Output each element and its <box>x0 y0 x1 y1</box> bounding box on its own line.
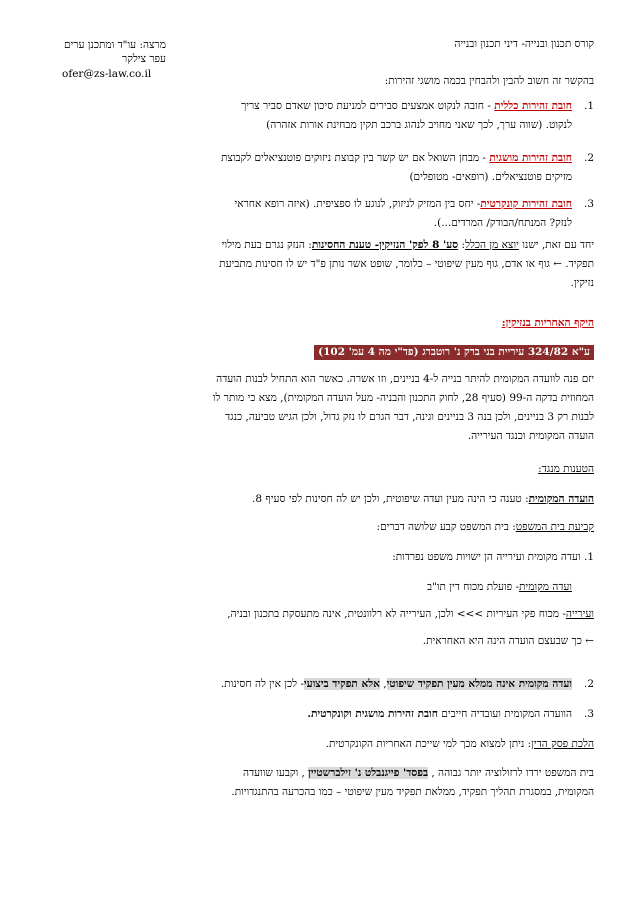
para-text: יחד עם זאת, ישנו <box>518 239 594 251</box>
municipality-label: ועירייה <box>565 608 594 620</box>
exception-paragraph <box>42 236 594 293</box>
item-text: - יחס בין המזיק לניזוק, לנוגע לו ספציפית. (איזה רופא אחראי <box>234 198 481 210</box>
item-title: חובת זהירות כללית <box>494 100 572 112</box>
local-committee-label: הועדה המקומית <box>528 493 594 505</box>
item-title: חובת זהירות קונקרטית <box>480 198 572 210</box>
sub-text: - פועלת מכוח דין תו"ב <box>426 581 520 593</box>
intro-text: בהקשר זה חשוב להבין ולהבחין בכמה מושגי זהירות: <box>384 75 594 87</box>
item-text-cont: לנקוט. (שווה ערך, לכך שאני מחויב לנהוג ברכב תקין מבחינת אורות אזהרה) <box>266 119 572 131</box>
item-number: 2. <box>583 152 594 164</box>
para-text: : <box>458 239 466 251</box>
local-committee-claim <box>42 490 594 509</box>
para-text: נזיקין. <box>570 277 594 289</box>
ruling-label: קביעת בית המשפט <box>515 521 594 533</box>
ruling-2 <box>42 675 594 694</box>
item-number: 1. <box>583 100 594 112</box>
item-text-cont: לנזק? המנתח/הבודק/ המרדים...). <box>433 217 572 229</box>
case-rule <box>42 735 594 754</box>
ruling-bold: חובת זהירות מושגית וקונקרטית. <box>307 708 438 720</box>
ruling-1c: ← כך שבעצם הועדה הינה היא האחראית. <box>422 635 594 647</box>
ruling-highlight: ועדה מקומית אינה ממלא מעין תפקיד שיפוטי <box>386 678 572 690</box>
court-ruling <box>42 518 594 537</box>
local-committee-sub: ועדה מקומית <box>519 581 572 593</box>
para-text: : הנזק נגרם בעת מילוי <box>221 239 312 251</box>
item-number: 3. <box>583 708 594 720</box>
ruling-text: הוועדה המקומית ועובדיה חייבים <box>437 708 572 720</box>
item-text: - חובה לנקוט אמצעים סבירים למניעת סיכון שאדם סביר צריך <box>241 100 495 112</box>
para-text: , וקבעו שוועדה <box>243 767 309 779</box>
section-heading <box>42 314 594 333</box>
case-rule-text: : ניתן למצוא מכך למי שייכת האחריות הקונקרטית. <box>325 738 532 750</box>
case-rule-label: הלכת פסק הדין <box>531 738 594 750</box>
sub-text: - מכוח פקי העיריות >>> ולכן, העירייה לא רלוונטית, אינה מתעסקת בתכנון ובניה, <box>227 608 566 620</box>
para-line: הועדה המקומית וכנגד העירייה. <box>467 430 594 442</box>
claim-text: : טענה כי הינה מעין ועדה שיפוטית, ולכן יש לה חסינות לפי סעיף 8. <box>252 493 529 505</box>
ruling-highlight: אלא תפקיד ביצועי <box>303 678 380 690</box>
lecturer-email: ofer@zs-law.co.il <box>62 68 152 80</box>
case-citation-bar: ע"א 324/82 עיריית בני ברק נ' רוטברג (פד"י מה 4 עמ' 102) <box>314 345 594 360</box>
ruling-1a <box>42 578 594 597</box>
section-title: היקף האחריות בנזיקין: <box>501 317 594 329</box>
para-text: בית המשפט ירדו לרזולוציה יותר גבוהה , <box>428 767 594 779</box>
ruling-1b <box>42 605 594 624</box>
item-number: 3. <box>583 198 594 210</box>
item-title: חובת זהירות מושגית <box>489 152 572 164</box>
lecturer-name: עפר צילקר <box>122 53 166 65</box>
case-reference: בפסד' פייגנבלט נ' זילברשטיין <box>308 767 429 779</box>
para-text: תפקיד. ← גוף או אדם, גוף מעין שיפוטי – כלומר, שופט אשר נותן פ"ד יש לו חסינות מתביעת <box>219 258 594 270</box>
list-item <box>42 149 594 187</box>
ruling-1: 1. ועדה מקומית ועירייה הן ישויות משפט נפרדות: <box>392 551 594 563</box>
section8-label: סע' 8 לפק' הנזיקין- טענת החסינות <box>311 239 459 251</box>
case-citation <box>42 343 594 362</box>
para-line: המחוזית בדקה ה-99 (סעיף 28, לחוק התכנון והבניה- מעל הועדה המקומית), מצא כי מותר לו <box>212 392 594 404</box>
final-paragraph <box>42 764 594 802</box>
lecturer-line1: מרצה: עו"ד ומתכנן ערים <box>64 39 166 51</box>
claims-label: הטענות מנגד: <box>538 463 594 475</box>
item-number: 2. <box>583 678 594 690</box>
para-text: המקומית, במסגרת תהליך תפקיד, ממלאת תפקיד מעין שיפוטי – כמו בהכרעה בהתנגדויות. <box>231 786 594 798</box>
para-line: לבנות רק 3 בניינים, ולכן בנה 3 בניינים וגינה, דבר הגרם לו נזק גדול, ולכן הגיש טביעה, כנגד <box>225 411 594 423</box>
sep: , <box>379 678 387 690</box>
para-line: יזם פנה לוועדה המקומית להיתר בנייה ל-4 בניינים, וזו אשרה. כאשר הוא התחיל לבנות הועדה <box>216 373 594 385</box>
item-text: - מבחן השואל אם יש קשר בין קבוצת ניזוקים פוטנציאלים לקבוצת <box>220 152 490 164</box>
list-item <box>42 195 594 233</box>
ruling-text: : בית המשפט קבע שלושה דברים: <box>376 521 516 533</box>
item-text-cont: מזיקים פוטנציאלים. (רופאים- מטופלים) <box>409 171 572 183</box>
ruling-text: - לכן אין לה חסינות. <box>220 678 304 690</box>
claims-heading <box>42 460 594 479</box>
case-facts <box>42 370 594 446</box>
ruling-3 <box>42 705 594 724</box>
list-item <box>42 97 594 135</box>
exception-label: יוצא מן הכלל <box>465 239 519 251</box>
course-title: קורס תכנון ובנייה- דיני תכנון ובנייה <box>454 38 594 50</box>
